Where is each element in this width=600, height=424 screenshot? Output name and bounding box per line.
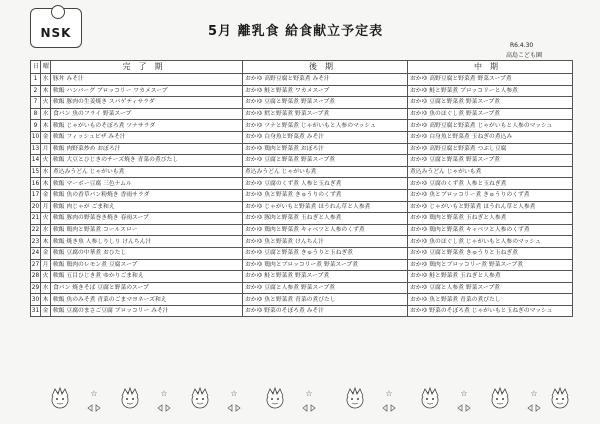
table-row bbox=[31, 189, 573, 201]
header-day: 日 bbox=[31, 61, 41, 74]
weekday-cell: 木 bbox=[41, 120, 51, 132]
table-row bbox=[31, 97, 573, 109]
mascot-icon bbox=[192, 388, 208, 408]
chuki-cell: おかゆ 鶏肉とブロッコリー煮 野菜スープ煮 bbox=[408, 259, 573, 271]
kanryo-cell: 軟飯 じゃがいものそぼろ煮 ツナサラダ bbox=[51, 120, 243, 132]
footer-decoration bbox=[0, 380, 600, 420]
kanryo-cell: 軟飯 豚肉の生姜焼き スパゲティサラダ bbox=[51, 97, 243, 109]
day-cell: 7 bbox=[31, 97, 41, 109]
table-row bbox=[31, 224, 573, 236]
day-cell: 9 bbox=[31, 120, 41, 132]
table-row bbox=[31, 236, 573, 248]
koki-cell: おかゆ 高野豆腐と野菜煮 みそ汁 bbox=[243, 74, 408, 86]
day-cell: 17 bbox=[31, 189, 41, 201]
day-cell: 15 bbox=[31, 166, 41, 178]
table-row bbox=[31, 305, 573, 317]
day-cell: 8 bbox=[31, 108, 41, 120]
day-cell: 24 bbox=[31, 247, 41, 259]
chuki-cell: おかゆ 魚とブロッコリー煮 きゅうりのくず煮 bbox=[408, 189, 573, 201]
table-row bbox=[31, 178, 573, 190]
table-row bbox=[31, 259, 573, 271]
day-cell: 29 bbox=[31, 282, 41, 294]
koki-cell: おかゆ 豆腐と野菜煮 きゅうりと玉ねぎ煮 bbox=[243, 247, 408, 259]
header-koki: 後期 bbox=[243, 61, 408, 74]
table-row bbox=[31, 282, 573, 294]
day-cell: 10 bbox=[31, 131, 41, 143]
star-icon: ☆ bbox=[385, 389, 393, 398]
table-row bbox=[31, 74, 573, 86]
header-dow: 曜 bbox=[41, 61, 51, 74]
table-row bbox=[31, 166, 573, 178]
day-cell: 30 bbox=[31, 294, 41, 306]
weekday-cell: 金 bbox=[41, 131, 51, 143]
kanryo-cell: 軟飯 フィッシュピザ みそ汁 bbox=[51, 131, 243, 143]
header-kanryo: 完了期 bbox=[51, 61, 243, 74]
table-header-row bbox=[31, 61, 573, 74]
mascot-icon bbox=[52, 388, 68, 408]
koki-cell: おかゆ 豆腐と野菜煮 野菜スープ煮 bbox=[243, 97, 408, 109]
kanryo-cell: 軟飯 大豆とひじきのチーズ焼き 青菜の煮びたし bbox=[51, 155, 243, 167]
day-cell: 13 bbox=[31, 143, 41, 155]
mascot-icon bbox=[122, 388, 138, 408]
ribbon-icon bbox=[88, 405, 100, 411]
weekday-cell: 木 bbox=[41, 236, 51, 248]
day-cell: 22 bbox=[31, 224, 41, 236]
koki-cell: おかゆ 鶏肉と野菜煮 おぼろ汁 bbox=[243, 143, 408, 155]
kanryo-cell: 軟飯 鶏肉のレモン煮 豆腐スープ bbox=[51, 259, 243, 271]
logo-text: NSK bbox=[40, 26, 72, 40]
star-icon: ☆ bbox=[90, 389, 98, 398]
mascot-icon bbox=[267, 388, 283, 408]
chuki-cell: おかゆ 魚のほぐし煮 野菜スープ煮 bbox=[408, 108, 573, 120]
chuki-cell: おかゆ 豆腐のくず煮 人参と玉ねぎ煮 bbox=[408, 178, 573, 190]
koki-cell: おかゆ 野菜のそぼろ煮 みそ汁 bbox=[243, 305, 408, 317]
star-icon: ☆ bbox=[460, 389, 468, 398]
chuki-cell: おかゆ 高野豆腐と野菜煮 野菜スープ煮 bbox=[408, 74, 573, 86]
weekday-cell: 月 bbox=[41, 259, 51, 271]
menu-body bbox=[31, 74, 573, 317]
koki-cell: おかゆ 鮭と野菜煮 野菜スープ煮 bbox=[243, 271, 408, 283]
day-cell: 20 bbox=[31, 201, 41, 213]
table-row bbox=[31, 131, 573, 143]
weekday-cell: 水 bbox=[41, 74, 51, 86]
weekday-cell: 水 bbox=[41, 224, 51, 236]
koki-cell: おかゆ 豆腐と人参煮 野菜スープ煮 bbox=[243, 282, 408, 294]
ribbon-icon bbox=[528, 405, 540, 411]
kanryo-cell: 軟飯 魚の香草パン粉焼き 香雨サラダ bbox=[51, 189, 243, 201]
kanryo-cell: 軟飯 豆腐のまさご豆腐 ブロッコリー みそ汁 bbox=[51, 305, 243, 317]
weekday-cell: 金 bbox=[41, 247, 51, 259]
mascot-icon bbox=[347, 388, 363, 408]
day-cell: 23 bbox=[31, 236, 41, 248]
kanryo-cell: 豚丼 みそ汁 bbox=[51, 74, 243, 86]
weekday-cell: 水 bbox=[41, 166, 51, 178]
weekday-cell: 金 bbox=[41, 189, 51, 201]
table-row bbox=[31, 120, 573, 132]
koki-cell: おかゆ 豆腐と野菜煮 野菜スープ煮 bbox=[243, 155, 408, 167]
kanryo-cell: 軟飯 肉野菜炒め おぼろ汁 bbox=[51, 143, 243, 155]
koki-cell: おかゆ 鱈と野菜煮 野菜スープ煮 bbox=[243, 108, 408, 120]
chuki-cell: おかゆ じゃがいもと野菜煮 ほうれん草と人参煮 bbox=[408, 201, 573, 213]
weekday-cell: 木 bbox=[41, 178, 51, 190]
issue-date: R6.4.30 bbox=[510, 42, 534, 49]
table-row bbox=[31, 85, 573, 97]
kanryo-cell: 軟飯 ハンバーグ ブロッコリー ワカメスープ bbox=[51, 85, 243, 97]
koki-cell: おかゆ 鶏肉と野菜煮 キャベツと人参のくず煮 bbox=[243, 224, 408, 236]
kanryo-cell: 軟飯 豆腐の中華煮 おひたし bbox=[51, 247, 243, 259]
star-icon: ☆ bbox=[305, 389, 313, 398]
kanryo-cell: 軟飯 肉じゃが ごま和え bbox=[51, 201, 243, 213]
star-icon: ☆ bbox=[160, 389, 168, 398]
koki-cell: おかゆ ツナと野菜煮 じゃがいもと人参のマッシュ bbox=[243, 120, 408, 132]
chuki-cell: おかゆ 魚のほぐし煮 じゃがいもと人参のマッシュ bbox=[408, 236, 573, 248]
weekday-cell: 火 bbox=[41, 97, 51, 109]
weekday-cell: 木 bbox=[41, 85, 51, 97]
day-cell: 21 bbox=[31, 213, 41, 225]
weekday-cell: 金 bbox=[41, 305, 51, 317]
kanryo-cell: 軟飯 魚のみそ煮 青菜のごまマヨネーズ和え bbox=[51, 294, 243, 306]
chuki-cell: おかゆ 鶏肉と野菜煮 キャベツと人参のくず煮 bbox=[408, 224, 573, 236]
koki-cell: おかゆ じゃがいもと野菜煮 ほうれん草と人参煮 bbox=[243, 201, 408, 213]
mascot-icon bbox=[422, 388, 438, 408]
koki-cell: おかゆ 魚と野菜煮 青菜の煮びたし bbox=[243, 294, 408, 306]
table-row bbox=[31, 271, 573, 283]
chuki-cell: おかゆ 魚と野菜煮 青菜の煮びたし bbox=[408, 294, 573, 306]
day-cell: 31 bbox=[31, 305, 41, 317]
mascot-icon bbox=[492, 388, 508, 408]
day-cell: 16 bbox=[31, 178, 41, 190]
kanryo-cell: 軟飯 鶏肉と野菜煮 コールスロー bbox=[51, 224, 243, 236]
chuki-cell: おかゆ 豆腐と人参煮 野菜スープ煮 bbox=[408, 282, 573, 294]
kanryo-cell: 軟飯 マーボー豆腐 三色ナムル bbox=[51, 178, 243, 190]
weekday-cell: 火 bbox=[41, 155, 51, 167]
ribbon-icon bbox=[458, 405, 470, 411]
kanryo-cell: 煮込みうどん じゃがいも煮 bbox=[51, 166, 243, 178]
koki-cell: おかゆ 豆腐のくず煮 人参と玉ねぎ煮 bbox=[243, 178, 408, 190]
kanryo-cell: 食パン 焼きそば 豆腐と野菜のスープ bbox=[51, 282, 243, 294]
kanryo-cell: 食パン 魚のフライ 野菜スープ bbox=[51, 108, 243, 120]
sun-icon bbox=[51, 5, 65, 19]
weekday-cell: 水 bbox=[41, 108, 51, 120]
koki-cell: 煮込みうどん じゃがいも煮 bbox=[243, 166, 408, 178]
table-row bbox=[31, 143, 573, 155]
ribbon-icon bbox=[383, 405, 395, 411]
day-cell: 2 bbox=[31, 85, 41, 97]
menu-table bbox=[30, 60, 573, 317]
page-title: 5月 離乳食 給食献立予定表 bbox=[208, 24, 384, 39]
koki-cell: おかゆ 魚と野菜煮 けんちん汁 bbox=[243, 236, 408, 248]
chuki-cell: おかゆ 豆腐と野菜煮 野菜スープ煮 bbox=[408, 97, 573, 109]
mascot-icon bbox=[552, 388, 568, 408]
table-row bbox=[31, 247, 573, 259]
school-logo bbox=[30, 8, 82, 48]
day-cell: 27 bbox=[31, 259, 41, 271]
koki-cell: おかゆ 鶏肉とブロッコリー煮 野菜スープ煮 bbox=[243, 259, 408, 271]
weekday-cell: 火 bbox=[41, 213, 51, 225]
table-row bbox=[31, 213, 573, 225]
weekday-cell: 月 bbox=[41, 201, 51, 213]
ribbon-icon bbox=[228, 405, 240, 411]
table-row bbox=[31, 155, 573, 167]
koki-cell: おかゆ 豚肉と野菜煮 玉ねぎと人参煮 bbox=[243, 213, 408, 225]
weekday-cell: 月 bbox=[41, 143, 51, 155]
chuki-cell: おかゆ 鮭と野菜煮 ブロッコリーと人参煮 bbox=[408, 85, 573, 97]
table-row bbox=[31, 294, 573, 306]
header-chuki: 中期 bbox=[408, 61, 573, 74]
chuki-cell: おかゆ 鶏肉と野菜煮 玉ねぎと人参煮 bbox=[408, 213, 573, 225]
chuki-cell: おかゆ 豆腐と野菜煮 きゅうりと玉ねぎ煮 bbox=[408, 247, 573, 259]
kanryo-cell: 軟飯 焼き魚 人参しりしり けんちん汁 bbox=[51, 236, 243, 248]
chuki-cell: おかゆ 高野豆腐と野菜煮 じゃがいもと人参のマッシュ bbox=[408, 120, 573, 132]
ribbon-icon bbox=[158, 405, 170, 411]
table-row bbox=[31, 201, 573, 213]
chuki-cell: おかゆ 鮭と野菜煮 玉ねぎと人参煮 bbox=[408, 271, 573, 283]
table-row bbox=[31, 108, 573, 120]
kanryo-cell: 軟飯 五目ひじき煮 ゆかりごま和え bbox=[51, 271, 243, 283]
chuki-cell: おかゆ 高野豆腐と野菜煮 つぶし豆腐 bbox=[408, 143, 573, 155]
chuki-cell: 煮込みうどん じゃがいも煮 bbox=[408, 166, 573, 178]
chuki-cell: おかゆ 野菜のそぼろ煮 じゃがいもと玉ねぎのマッシュ bbox=[408, 305, 573, 317]
day-cell: 14 bbox=[31, 155, 41, 167]
star-icon: ☆ bbox=[230, 389, 238, 398]
koki-cell: おかゆ 白身魚と野菜煮 みそ汁 bbox=[243, 131, 408, 143]
chuki-cell: おかゆ 豆腐と野菜煮 野菜スープ煮 bbox=[408, 155, 573, 167]
chuki-cell: おかゆ 白身魚と野菜煮 玉ねぎの煮込み bbox=[408, 131, 573, 143]
weekday-cell: 火 bbox=[41, 271, 51, 283]
star-icon: ☆ bbox=[530, 389, 538, 398]
organization-name: 高島こども園 bbox=[506, 52, 543, 59]
koki-cell: おかゆ 魚と野菜煮 きゅうりのくず煮 bbox=[243, 189, 408, 201]
kanryo-cell: 軟飯 豚肉の野菜巻き焼き 春雨スープ bbox=[51, 213, 243, 225]
weekday-cell: 木 bbox=[41, 294, 51, 306]
koki-cell: おかゆ 鮭と野菜煮 ワカメスープ bbox=[243, 85, 408, 97]
ribbon-icon bbox=[303, 405, 315, 411]
day-cell: 28 bbox=[31, 271, 41, 283]
day-cell: 1 bbox=[31, 74, 41, 86]
weekday-cell: 水 bbox=[41, 282, 51, 294]
